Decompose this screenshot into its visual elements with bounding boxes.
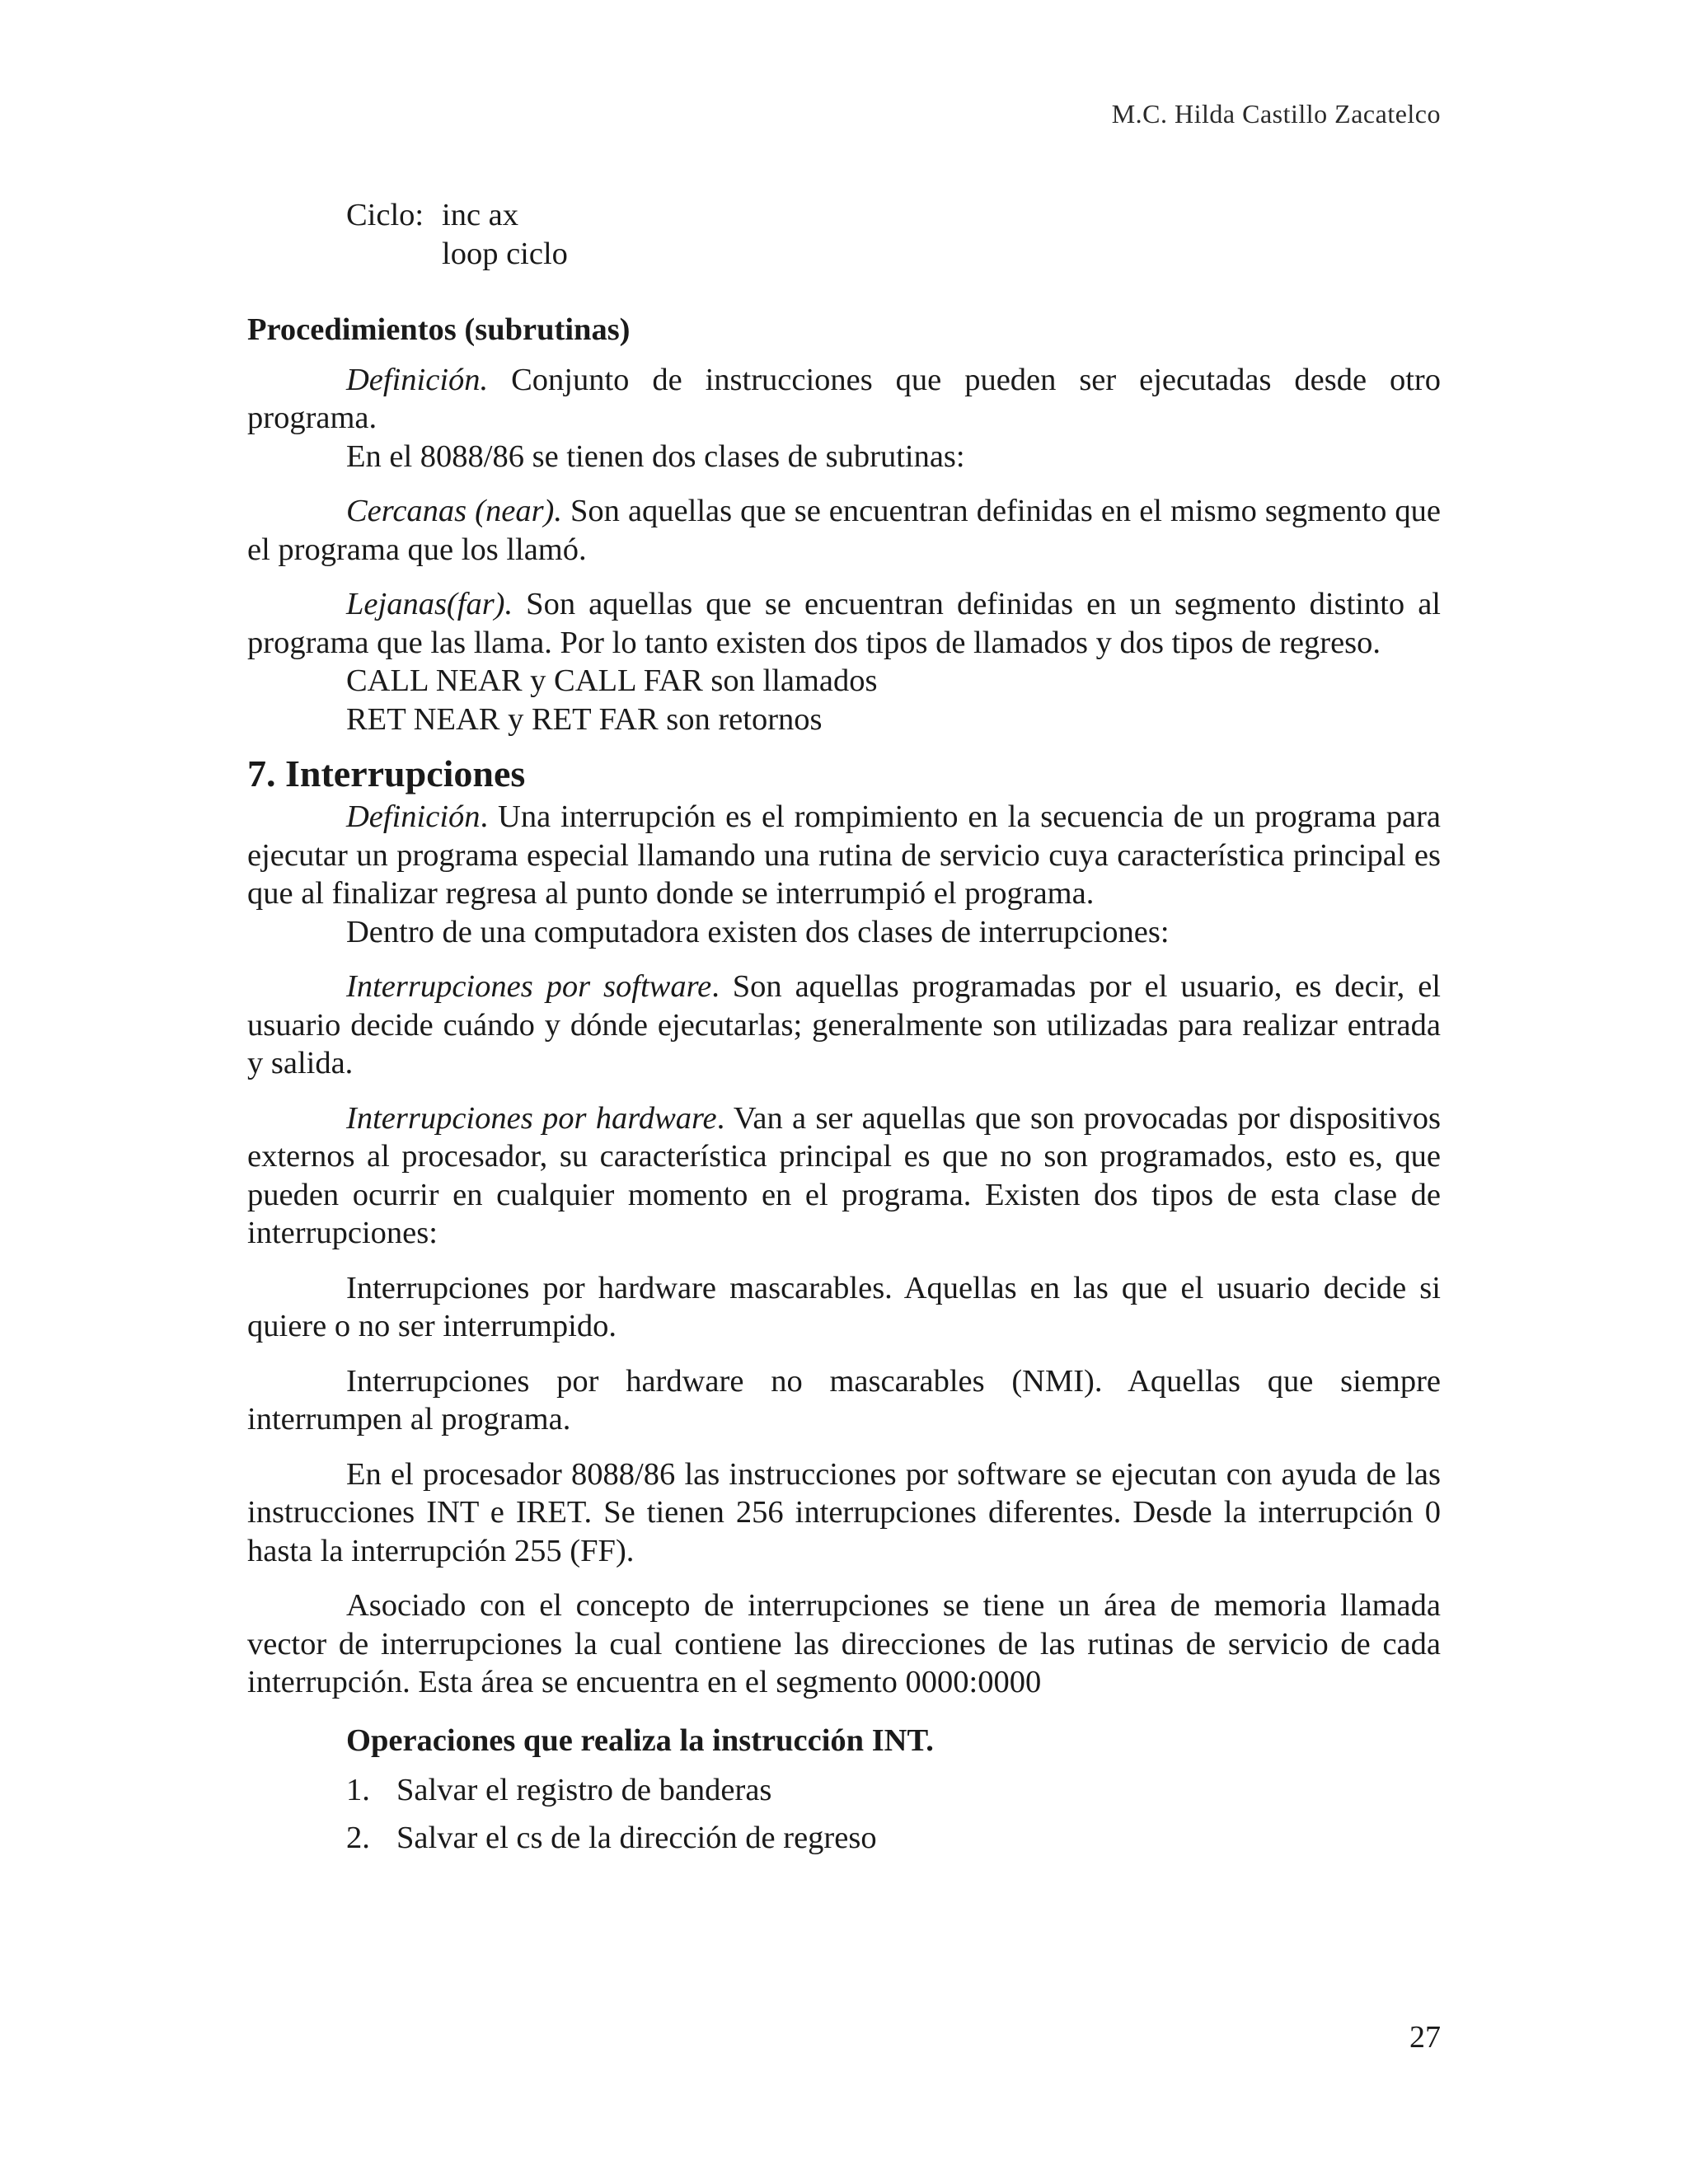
operaciones-heading: Operaciones que realiza la instrucción INT. [346,1722,934,1758]
code-indent [346,235,442,274]
procedimientos-definition [247,361,1441,438]
running-header-author: M.C. Hilda Castillo Zacatelco [1111,99,1441,129]
cercanas-term: Cercanas (near). [346,494,562,528]
lejanas-text: Son aquellas que se encuentran definidas en un segmento distinto al programa que las llama. Por lo tanto existen dos tipos de llamados y dos tipos de regreso. [247,587,1441,660]
interrupciones-clases: Dentro de una computadora existen dos clases de interrupciones: [346,914,1170,949]
cercanas-text: Son aquellas que se encuentran definidas en el mismo segmento que el programa que los llamó. [247,494,1441,567]
procedimientos-definition-text: Conjunto de instrucciones que pueden ser ejecutadas desde otro programa. [247,362,1441,435]
interrupciones-definition-text: . Una interrupción es el rompimiento en la secuencia de un programa para ejecutar un programa especial llamando una rutina de servicio cuya característica principal es que al finalizar regresa al punto donde se interrumpió el programa. [247,799,1441,911]
code-instruction-1: inc ax [442,198,518,232]
interrupciones-section-heading: 7. Interrupciones [247,752,526,794]
hardware-paragraph [247,1099,1441,1253]
page-number: 27 [1409,2020,1441,2055]
procesador-paragraph: En el procesador 8088/86 las instrucciones por software se ejecutan con ayuda de las instrucciones INT e IRET. Se tienen 256 interrupciones diferentes. Desde la interrupción 0 hasta la interrupción 255 (FF). [247,1456,1441,1568]
hardware-text: . Van a ser aquellas que son provocadas por dispositivos externos al procesador, su característica principal es que no son programados, esto es, que pueden ocurrir en cualquier momento en el programa. Existen dos tipos de esta clase de interrupciones: [247,1100,1441,1250]
page-content [247,196,1441,1866]
procedimientos-clases: En el 8088/86 se tienen dos clases de subrutinas: [346,438,965,474]
code-snippet [346,196,1441,273]
code-label: Ciclo: [346,198,424,232]
software-paragraph [247,968,1441,1083]
code-instruction-2: loop ciclo [442,236,568,271]
list-item [346,1771,1441,1810]
interrupciones-definition-term: Definición [346,799,481,834]
code-line-2 [346,235,1441,274]
code-line-1 [346,196,1441,235]
list-item-number: 2. [346,1820,370,1855]
operaciones-list [346,1771,1441,1857]
call-paragraph: CALL NEAR y CALL FAR son llamados [346,663,878,698]
cercanas-paragraph [247,492,1441,569]
interrupciones-definition [247,798,1441,913]
procedimientos-definition-term: Definición. [346,362,489,397]
software-term: Interrupciones por software [346,969,712,1004]
mascarables-paragraph: Interrupciones por hardware mascarables. Aquellas en las que el usuario decide si quiere o no ser interrumpido. [247,1270,1441,1343]
procedimientos-heading: Procedimientos (subrutinas) [247,312,631,347]
list-item-number: 1. [346,1773,370,1807]
list-item-text: Salvar el registro de banderas [396,1773,772,1807]
no-mascarables-paragraph: Interrupciones por hardware no mascarables (NMI). Aquellas que siempre interrumpen al programa. [247,1363,1441,1436]
lejanas-paragraph [247,585,1441,662]
hardware-term: Interrupciones por hardware [346,1100,717,1136]
vector-paragraph: Asociado con el concepto de interrupciones se tiene un área de memoria llamada vector de interrupciones la cual contiene las direcciones de las rutinas de servicio de cada interrupción. Esta área se encuentra en el segmento 0000:0000 [247,1588,1441,1699]
list-item-text: Salvar el cs de la dirección de regreso [396,1820,877,1855]
ret-paragraph: RET NEAR y RET FAR son retornos [346,701,823,737]
lejanas-term: Lejanas(far). [346,587,513,621]
list-item [346,1819,1441,1858]
software-text: . Son aquellas programadas por el usuario, es decir, el usuario decide cuándo y dónde ejecutarlas; generalmente son utilizadas para realizar entrada y salida. [247,969,1442,1080]
